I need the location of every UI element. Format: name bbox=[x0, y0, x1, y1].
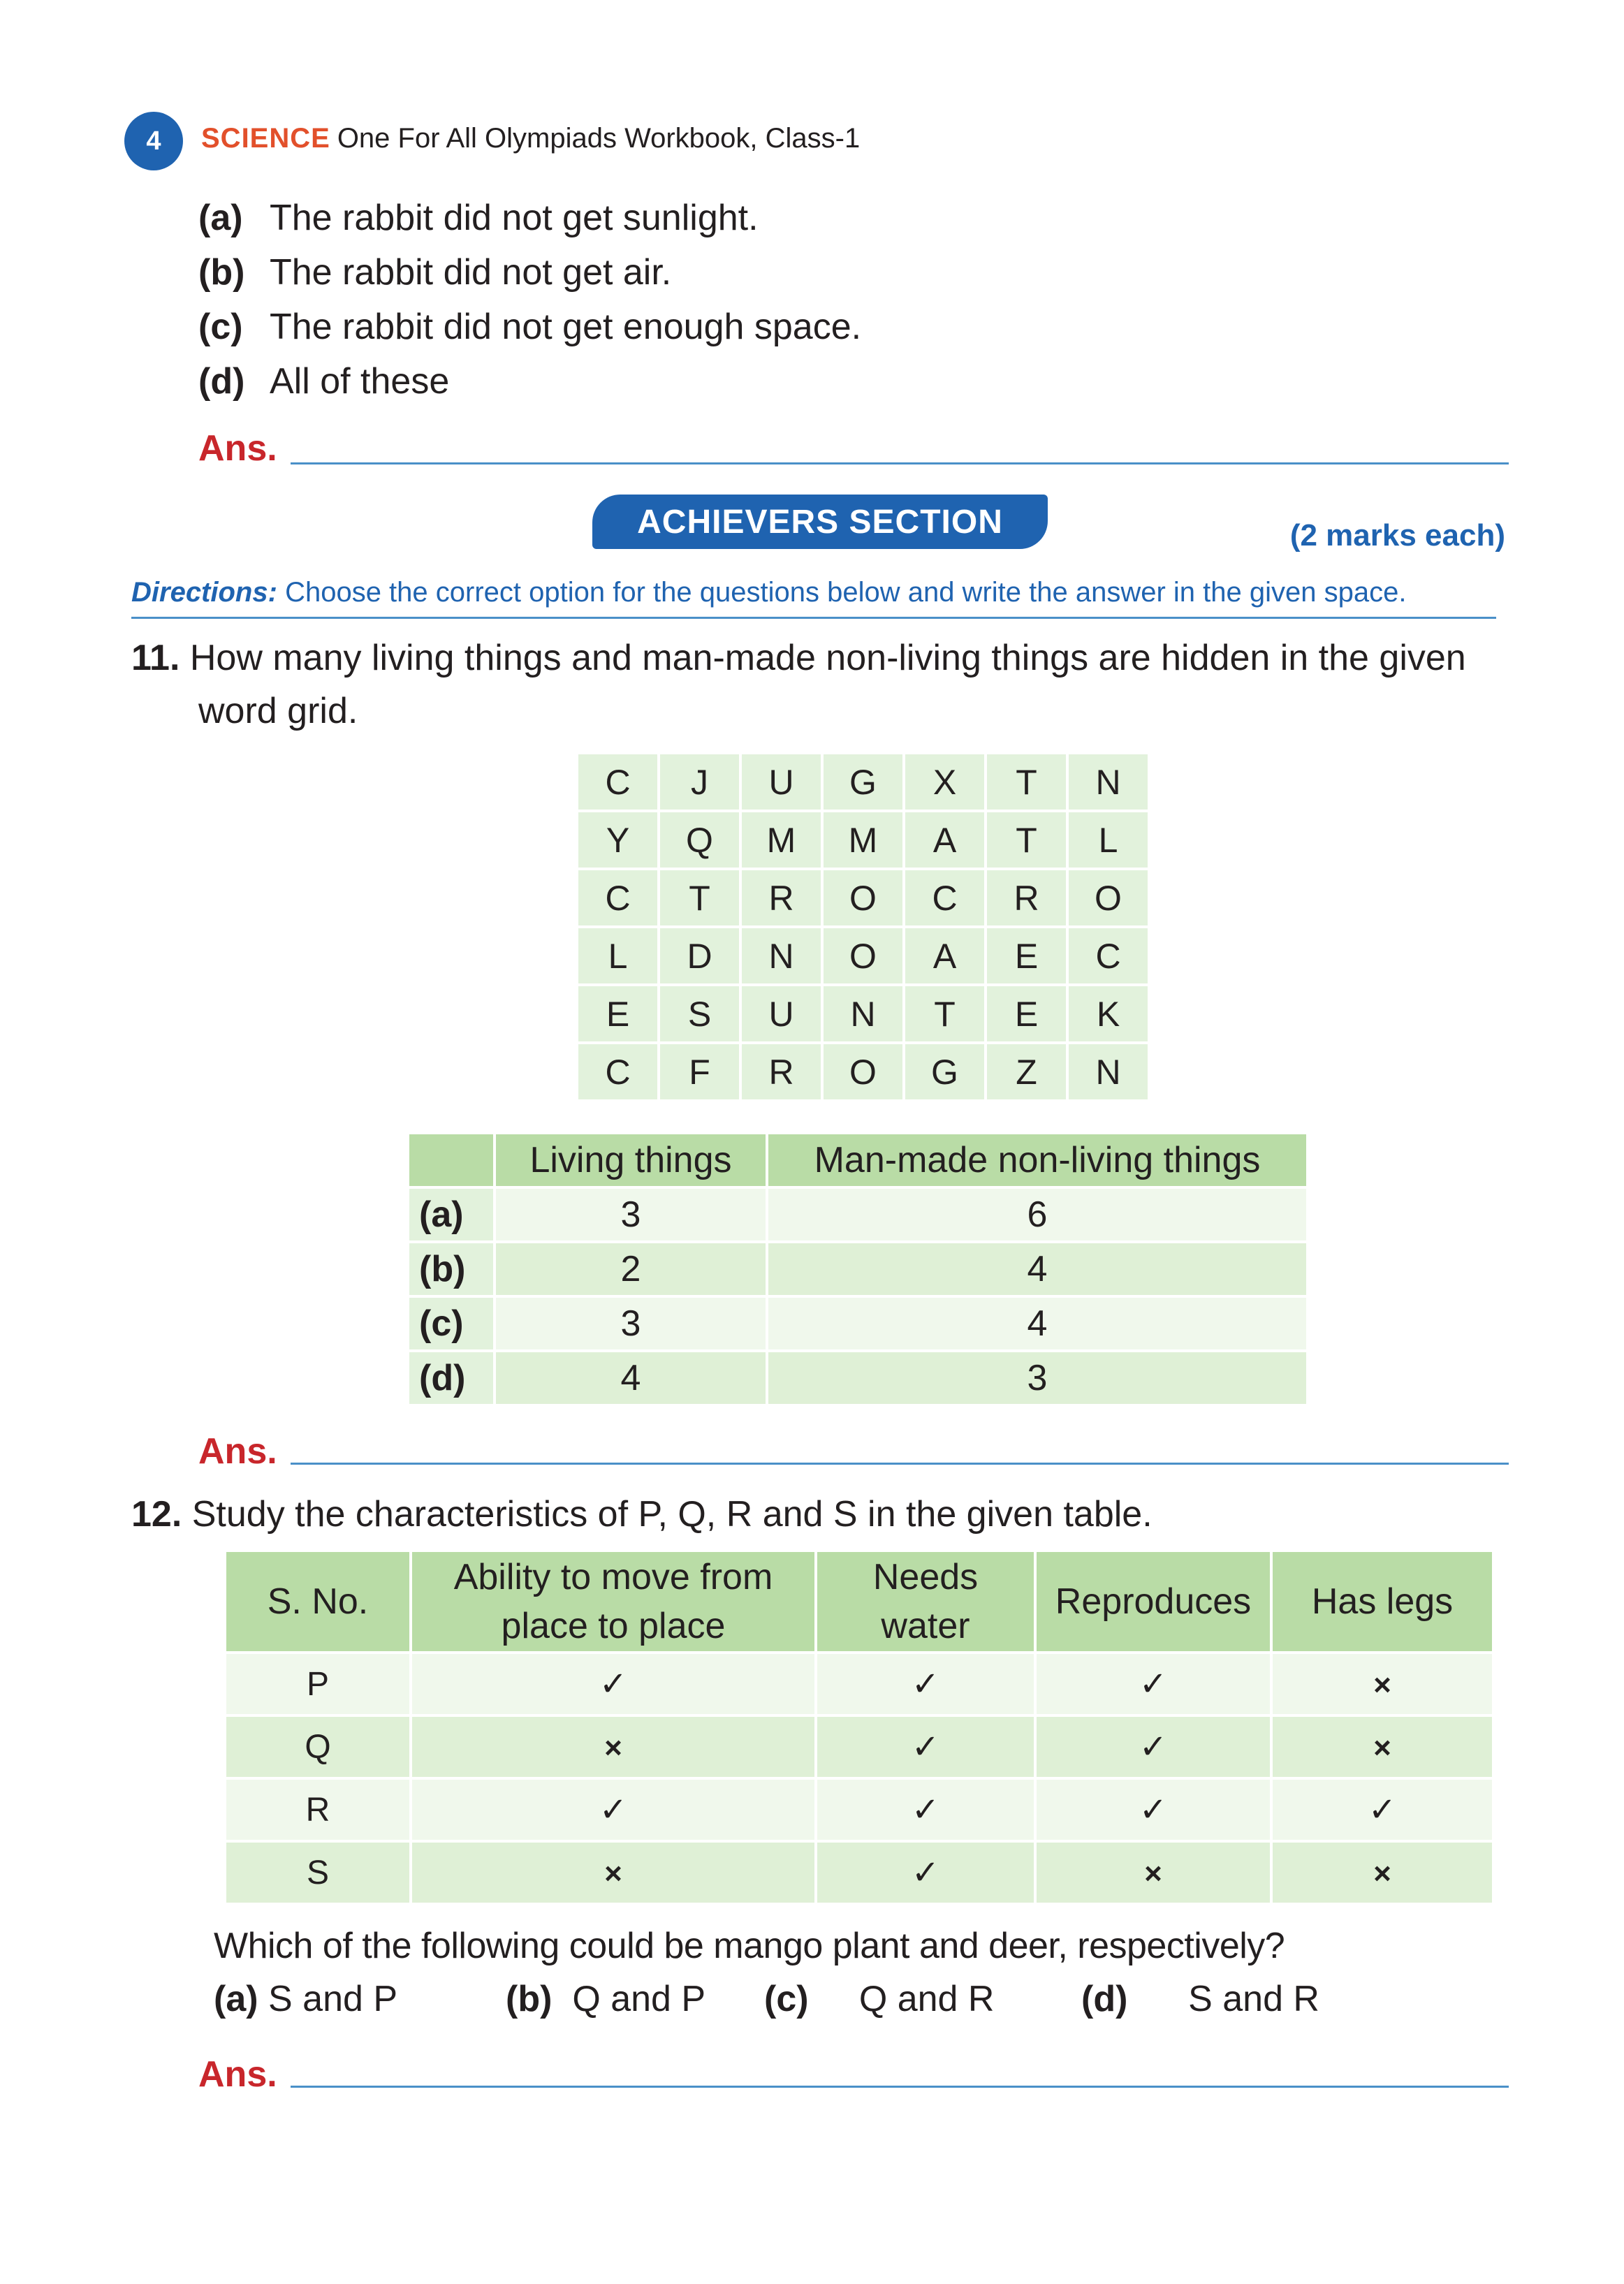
check-icon: ✓ bbox=[911, 1729, 940, 1766]
question-text-cont: word grid. bbox=[198, 691, 358, 731]
check-icon: ✓ bbox=[599, 1666, 628, 1703]
grid-cell: R bbox=[742, 870, 821, 925]
choice-c: (c) Q and R bbox=[764, 1979, 995, 2019]
grid-cell: L bbox=[578, 928, 657, 983]
answer-label: Ans. bbox=[198, 2054, 277, 2095]
grid-cell: Z bbox=[987, 1044, 1066, 1099]
answer-line[interactable] bbox=[291, 462, 1509, 464]
table-row: (d) 4 3 bbox=[409, 1352, 1306, 1404]
grid-cell: C bbox=[578, 870, 657, 925]
characteristics-table bbox=[224, 1549, 1495, 1905]
table-header-move: Ability to move from place to place bbox=[412, 1552, 814, 1651]
row-id: S bbox=[226, 1843, 409, 1903]
grid-cell: N bbox=[824, 986, 902, 1041]
choice-d: (d) S and R bbox=[1081, 1979, 1319, 2019]
grid-cell: R bbox=[987, 870, 1066, 925]
table-row: (a) 3 6 bbox=[409, 1189, 1306, 1240]
table-cell bbox=[1273, 1780, 1492, 1840]
grid-cell: J bbox=[660, 754, 739, 810]
marks-label: (2 marks each) bbox=[1289, 518, 1505, 552]
grid-cell: N bbox=[1069, 754, 1148, 810]
answer-label: Ans. bbox=[198, 428, 277, 469]
table-header-reproduces: Reproduces bbox=[1037, 1552, 1270, 1651]
grid-cell: M bbox=[824, 812, 902, 868]
book-title: One For All Olympiads Workbook, Class-1 bbox=[337, 123, 861, 154]
directions bbox=[131, 577, 1496, 619]
grid-row bbox=[578, 870, 1148, 925]
table-cell bbox=[412, 1654, 814, 1714]
question-12 bbox=[131, 1488, 1153, 1541]
grid-cell: C bbox=[905, 870, 984, 925]
table-header-water: Needs water bbox=[817, 1552, 1034, 1651]
question-text: Study the characteristics of P, Q, R and S in the given table. bbox=[191, 1494, 1153, 1535]
table-header-legs: Has legs bbox=[1273, 1552, 1492, 1651]
table-cell bbox=[1037, 1780, 1270, 1840]
grid-cell: A bbox=[905, 928, 984, 983]
header-title bbox=[201, 123, 860, 154]
table-cell bbox=[1037, 1654, 1270, 1714]
grid-cell: C bbox=[1069, 928, 1148, 983]
grid-cell: T bbox=[987, 754, 1066, 810]
table-row: (b) 2 4 bbox=[409, 1243, 1306, 1295]
grid-cell: C bbox=[578, 754, 657, 810]
word-grid bbox=[576, 752, 1150, 1102]
table-header-sno: S. No. bbox=[226, 1552, 409, 1651]
check-icon: ✓ bbox=[599, 1792, 628, 1829]
grid-cell: A bbox=[905, 812, 984, 868]
option-b: (b) The rabbit did not get air. bbox=[198, 252, 672, 293]
grid-cell: S bbox=[660, 986, 739, 1041]
grid-cell: U bbox=[742, 754, 821, 810]
grid-cell: T bbox=[987, 812, 1066, 868]
grid-cell: U bbox=[742, 986, 821, 1041]
option-c: (c) The rabbit did not get enough space. bbox=[198, 307, 862, 347]
table-cell bbox=[412, 1843, 814, 1903]
directions-label: Directions: bbox=[131, 577, 277, 608]
option-d: (d) All of these bbox=[198, 361, 450, 402]
grid-cell: O bbox=[824, 870, 902, 925]
grid-cell: O bbox=[824, 928, 902, 983]
row-id: R bbox=[226, 1780, 409, 1840]
grid-cell: G bbox=[905, 1044, 984, 1099]
answer-line[interactable] bbox=[291, 2086, 1509, 2088]
grid-cell: Y bbox=[578, 812, 657, 868]
cross-icon: × bbox=[604, 1856, 622, 1891]
grid-cell: E bbox=[987, 928, 1066, 983]
grid-cell: G bbox=[824, 754, 902, 810]
grid-cell: M bbox=[742, 812, 821, 868]
grid-row bbox=[578, 928, 1148, 983]
table-cell bbox=[817, 1843, 1034, 1903]
table-row bbox=[226, 1780, 1492, 1840]
question-number: 12. bbox=[131, 1494, 182, 1535]
grid-row bbox=[578, 754, 1148, 810]
table-row: (c) 3 4 bbox=[409, 1298, 1306, 1349]
table-cell bbox=[817, 1654, 1034, 1714]
answer-label: Ans. bbox=[198, 1431, 277, 1472]
grid-row bbox=[578, 812, 1148, 868]
grid-cell: R bbox=[742, 1044, 821, 1099]
row-id: Q bbox=[226, 1717, 409, 1777]
cross-icon: × bbox=[1144, 1856, 1162, 1891]
question-text: How many living things and man-made non-living things are hidden in the given bbox=[189, 638, 1466, 678]
check-icon: ✓ bbox=[911, 1792, 940, 1829]
grid-cell: O bbox=[824, 1044, 902, 1099]
table-cell bbox=[817, 1717, 1034, 1777]
table-row bbox=[226, 1717, 1492, 1777]
cross-icon: × bbox=[1373, 1856, 1391, 1891]
section-title: ACHIEVERS SECTION bbox=[592, 495, 1048, 549]
grid-cell: K bbox=[1069, 986, 1148, 1041]
table-header-living: Living things bbox=[496, 1134, 766, 1186]
table-cell bbox=[412, 1717, 814, 1777]
question-number: 11. bbox=[131, 638, 180, 678]
option-a: (a) The rabbit did not get sunlight. bbox=[198, 198, 759, 238]
check-icon: ✓ bbox=[1139, 1666, 1168, 1703]
table-row bbox=[226, 1843, 1492, 1903]
grid-cell: T bbox=[905, 986, 984, 1041]
grid-row bbox=[578, 1044, 1148, 1099]
grid-row bbox=[578, 986, 1148, 1041]
table-cell bbox=[1273, 1654, 1492, 1714]
table-cell bbox=[1273, 1717, 1492, 1777]
grid-cell: F bbox=[660, 1044, 739, 1099]
question-prompt: Which of the following could be mango plant and deer, respectively? bbox=[214, 1926, 1285, 1966]
choice-b: (b) Q and P bbox=[506, 1979, 706, 2019]
table-header-nonliving: Man-made non-living things bbox=[768, 1134, 1306, 1186]
options-table-11 bbox=[407, 1132, 1309, 1407]
grid-cell: T bbox=[660, 870, 739, 925]
table-cell bbox=[1037, 1843, 1270, 1903]
cross-icon: × bbox=[604, 1730, 622, 1765]
table-row bbox=[226, 1654, 1492, 1714]
check-icon: ✓ bbox=[1368, 1792, 1397, 1829]
check-icon: ✓ bbox=[1139, 1792, 1168, 1829]
directions-text: Choose the correct option for the questions below and write the answer in the given space. bbox=[285, 577, 1407, 608]
check-icon: ✓ bbox=[1139, 1729, 1168, 1766]
question-11 bbox=[131, 631, 1528, 738]
answer-line[interactable] bbox=[291, 1463, 1509, 1465]
table-cell bbox=[412, 1780, 814, 1840]
table-cell bbox=[1037, 1717, 1270, 1777]
grid-cell: E bbox=[987, 986, 1066, 1041]
table-cell bbox=[1273, 1843, 1492, 1903]
check-icon: ✓ bbox=[911, 1666, 940, 1703]
grid-cell: L bbox=[1069, 812, 1148, 868]
grid-cell: O bbox=[1069, 870, 1148, 925]
row-id: P bbox=[226, 1654, 409, 1714]
grid-cell: N bbox=[1069, 1044, 1148, 1099]
subject-label: SCIENCE bbox=[201, 123, 330, 154]
table-header-empty bbox=[409, 1134, 493, 1186]
cross-icon: × bbox=[1373, 1730, 1391, 1765]
choice-a: (a) S and P bbox=[214, 1979, 398, 2019]
grid-cell: X bbox=[905, 754, 984, 810]
cross-icon: × bbox=[1373, 1667, 1391, 1702]
grid-cell: N bbox=[742, 928, 821, 983]
page-number: 4 bbox=[124, 112, 183, 170]
grid-cell: C bbox=[578, 1044, 657, 1099]
table-cell bbox=[817, 1780, 1034, 1840]
grid-cell: D bbox=[660, 928, 739, 983]
grid-cell: Q bbox=[660, 812, 739, 868]
grid-cell: E bbox=[578, 986, 657, 1041]
check-icon: ✓ bbox=[911, 1854, 940, 1891]
